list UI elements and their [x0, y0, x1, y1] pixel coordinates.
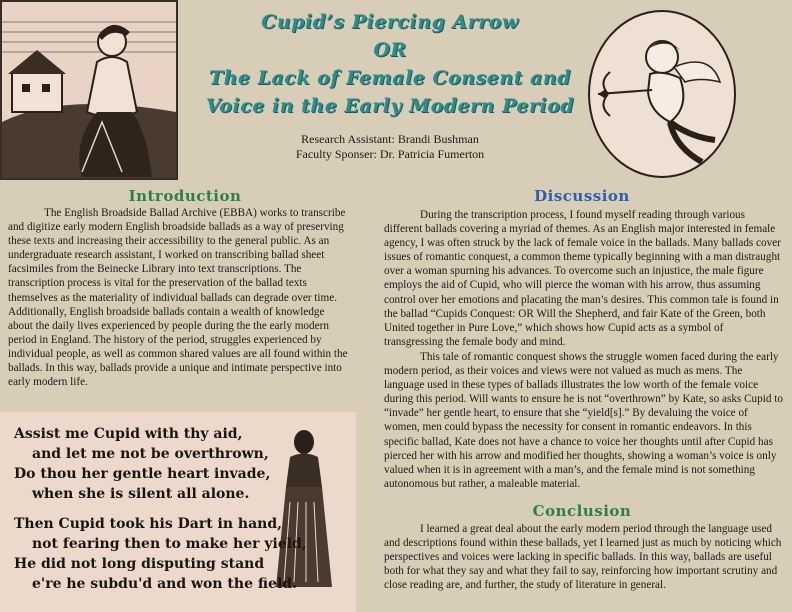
- verse-line-3: Do thou her gentle heart invade,: [14, 466, 271, 482]
- verse-line-1: Assist me Cupid with thy aid,: [14, 426, 243, 442]
- verse-line-2: and let me not be overthrown,: [32, 446, 269, 462]
- verse-line-7: He did not long disputing stand: [14, 556, 265, 572]
- research-assistant-credit: Research Assistant: Brandi Bushman: [301, 132, 479, 146]
- ballad-figure-illustration: [276, 430, 332, 587]
- ballad-verse-image: [0, 412, 356, 612]
- verse-line-8: e're he subdu'd and won the field.: [32, 576, 297, 592]
- conclusion-heading: Conclusion: [532, 502, 632, 520]
- discussion-heading: Discussion: [534, 187, 630, 205]
- introduction-text: The English Broadside Ballad Archive (EBBA) works to transcribe and digitize early modern English broadside ballads as a way of preserving these texts and increasing their accessibility to the general public. As an undergraduate research assistant, I worked on transcribing ballad sheet facsimiles from the Beinecke Library into text transcriptions. The transcription process is vital for the preservation of the ballad texts themselves as the materiality of individual ballads can degrade over time. Additionally, English broadside ballads contain a wealth of knowledge about the daily lives experienced by people during the the early modern period in England. The history of the period, struggles experienced by individual people, as well as common shared values are all found within the ballads. In this way, ballads provide a unique and intimate perspective into early modern life.: [8, 207, 348, 389]
- verse-line-4: when she is silent all alone.: [32, 486, 250, 502]
- poster-title-line-1: Cupid’s Piercing Arrow: [261, 11, 519, 33]
- woodcut-cupid-image: [588, 10, 736, 178]
- faculty-sponsor-credit: Faculty Sponser: Dr. Patricia Fumerton: [295, 147, 485, 161]
- woodcut-woman-image: [0, 0, 178, 180]
- verse-line-6: not fearing then to make her yield,: [32, 536, 307, 552]
- conclusion-text: I learned a great deal about the early modern period through the language used and descriptions found within these ballads, yet I learned just as much by noticing which perspectives and voices were lacking in specific ballads. In this way, ballads are useful both for what they say and what they fail to say, reinforcing how important scrutiny and close reading are, and further, the study of literature in general.: [384, 523, 782, 592]
- poster-title-line-4: Voice in the Early Modern Period: [205, 95, 575, 117]
- poster-title-line-3: The Lack of Female Consent and: [208, 67, 572, 89]
- introduction-heading: Introduction: [128, 187, 242, 205]
- poster-title-line-2: OR: [373, 39, 407, 61]
- verse-line-5: Then Cupid took his Dart in hand,: [14, 516, 283, 532]
- discussion-paragraph-1: During the transcription process, I found myself reading through various different ballads covering a myriad of themes. As an English major interested in female agency, I was often struck by the lack of female voice in the ballads. Many ballads cover issues of romantic conquest, a common theme typically beginning with a man distraught over a woman spurning his advances. To overcome such an injustice, the male figure employs the aid of Cupid, who will pierce the woman with his arrow, thus assuming control over her emotions and placating the man’s desires. This common tale is found in the ballad “Cupids Conquest: OR Will the Shepherd, and fair Kate of the Green, both United together in Pure Love,” which shows how Cupid acts as a symbol of transgressing the female body and mind.: [384, 209, 781, 348]
- discussion-paragraph-2: This tale of romantic conquest shows the struggle women faced during the early modern period, as their voices and views were not valued as much as mens. The language used in these types of ballads illustrates the low worth of the female voice during this period. Will wants to ensure he is not “overthrown” by Kate, so asks Cupid to “invade” her gentle heart, to ensure that she “yield[s].” By devaluing the voice of women, men could bypass the necessity for consent in romantic endeavors. In this specific ballad, Kate does not have a chance to voice her thoughts until after Cupid has pierced her with his arrow and modified her thoughts, showing a woman’s voice is only valued when it is in agreement with a man’s, and the female mind is not something autonomous but rather, a maleable material.: [384, 351, 783, 490]
